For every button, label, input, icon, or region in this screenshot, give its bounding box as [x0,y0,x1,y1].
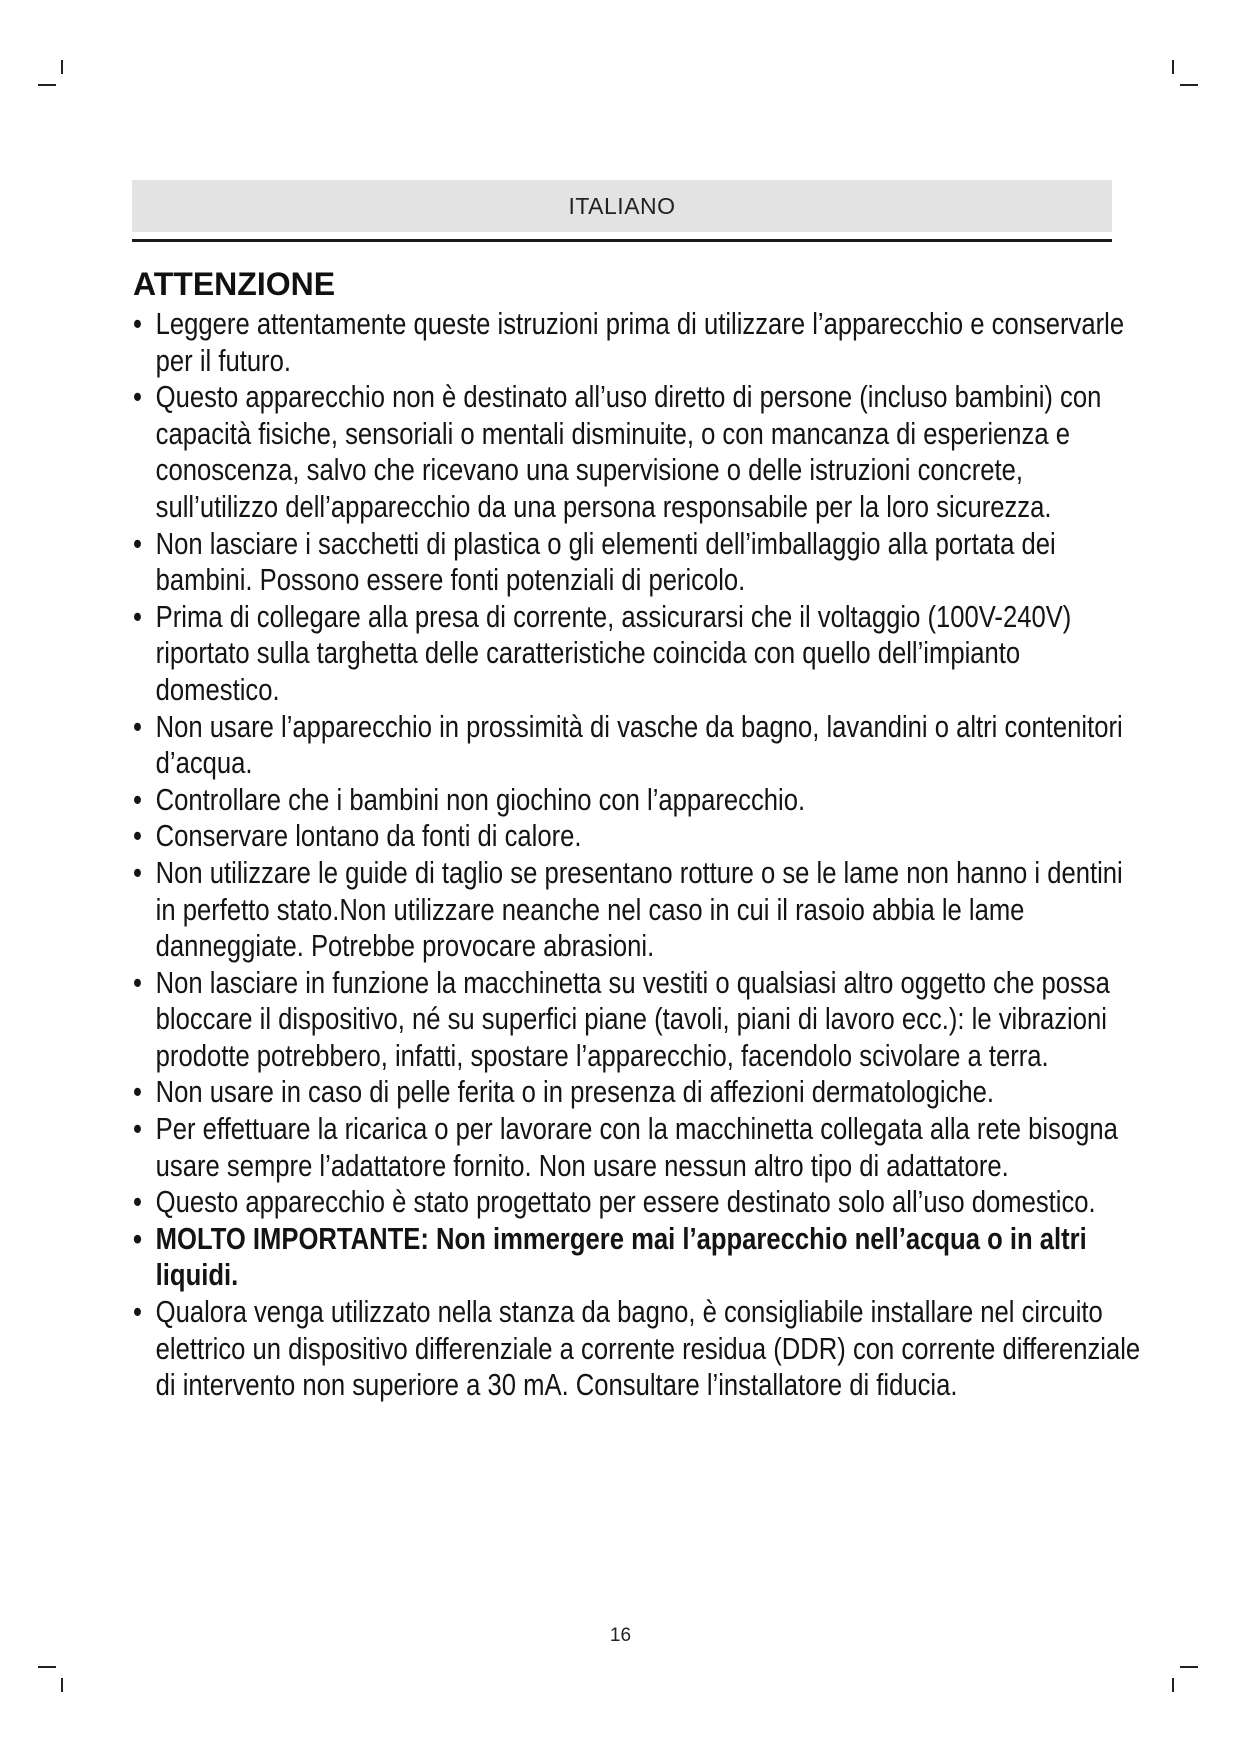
list-item [133,379,1142,525]
bullet-icon: • [133,307,142,341]
bullet-icon: • [133,599,142,634]
bullet-icon: • [133,1221,142,1256]
list-item [133,1184,1142,1221]
list-item [133,1111,1142,1184]
crop-mark [1180,1666,1198,1668]
list-item [133,1294,1142,1404]
list-item-text: Prima di collegare alla presa di corrente, assicurarsi che il voltaggio (100V-240V) riportato sulla targhetta delle caratteristiche coincida con quello dell’impianto domestico. [155,599,1072,707]
bullet-icon: • [133,1295,142,1330]
list-item-text: Non usare l’apparecchio in prossimità di vasche da bagno, lavandini o altri contenitori d’acqua. [155,709,1123,781]
crop-mark [1172,1678,1174,1692]
bullet-icon: • [133,855,142,890]
list-item [133,709,1142,782]
list-item-text: Non utilizzare le guide di taglio se presentano rotture o se le lame non hanno i dentini in perfetto stato.Non utilizzare neanche nel caso in cui il rasoio abbia le lame danneggiate. Potrebbe provocare abrasioni. [155,855,1123,964]
crop-mark [38,84,56,86]
crop-mark [1180,84,1198,86]
bullet-icon: • [133,819,142,854]
bullet-icon: • [133,526,142,561]
list-item [133,855,1142,965]
list-item-text: MOLTO IMPORTANTE: Non immergere mai l’apparecchio nell’acqua o in altri liquidi. [155,1221,1087,1293]
list-item-text: Questo apparecchio è stato progettato per essere destinato solo all’uso domestico. [155,1185,1096,1220]
list-item-text: Per effettuare la ricarica o per lavorare con la macchinetta collegata alla rete bisogna usare sempre l’adattatore fornito. Non usare nessun altro tipo di adattatore. [155,1112,1118,1183]
bullet-icon: • [133,1185,142,1220]
list-item-text: Qualora venga utilizzato nella stanza da bagno, è consigliabile installare nel circuito elettrico un dispositivo differenziale a corrente residua (DDR) con corrente differenziale di intervento non superiore a 30 mA. Consultare l’installatore di fiducia. [155,1295,1141,1403]
list-item-important [133,1221,1142,1294]
list-item-text: Questo apparecchio non è destinato all’uso diretto di persone (incluso bambini) con capacità fisiche, sensoriali o mentali disminuite, o con mancanza di esperienza e conoscenza, salvo che ricevano una supervisione o delle istruzioni concrete, sull’utilizzo dell’apparecchio da una persona responsabile per la loro sicurezza. [155,380,1102,524]
list-item [133,526,1142,599]
list-item [133,306,1142,379]
list-item-text: Non lasciare in funzione la macchinetta su vestiti o qualsiasi altro oggetto che possa bloccare il dispositivo, né su superfici piane (tavoli, piani di lavoro ecc.): le vibrazioni prodotte potrebbero, infatti, spostare l’apparecchio, facendolo scivolare a terra. [155,965,1110,1073]
language-header: ITALIANO [132,180,1112,232]
list-item-text: Controllare che i bambini non giochino con l’apparecchio. [155,782,806,817]
bullet-icon: • [133,380,142,415]
page-number: 16 [609,1625,632,1646]
bullet-icon: • [133,965,142,1000]
crop-mark [1172,60,1174,74]
warning-list [133,306,1141,1404]
crop-mark [38,1666,56,1668]
list-item [133,818,1142,855]
crop-mark [61,1678,63,1692]
bullet-icon: • [133,1112,142,1147]
section-title: ATTENZIONE [133,266,336,302]
bullet-icon: • [133,1075,142,1110]
list-item-text: Conservare lontano da fonti di calore. [155,819,582,854]
list-item-text: Leggere attentamente queste istruzioni prima di utilizzare l’apparecchio e conservarle per il futuro. [155,307,1125,378]
list-item [133,782,1142,819]
list-item [133,599,1142,709]
list-item-text: Non lasciare i sacchetti di plastica o gli elementi dell’imballaggio alla portata dei bambini. Possono essere fonti potenziali di pericolo. [155,526,1056,598]
list-item-text: Non usare in caso di pelle ferita o in presenza di affezioni dermatologiche. [155,1075,995,1110]
bullet-icon: • [133,709,142,744]
list-item [133,965,1142,1075]
list-item [133,1074,1142,1111]
header-rule [132,239,1112,242]
bullet-icon: • [133,782,142,817]
crop-mark [61,60,63,74]
